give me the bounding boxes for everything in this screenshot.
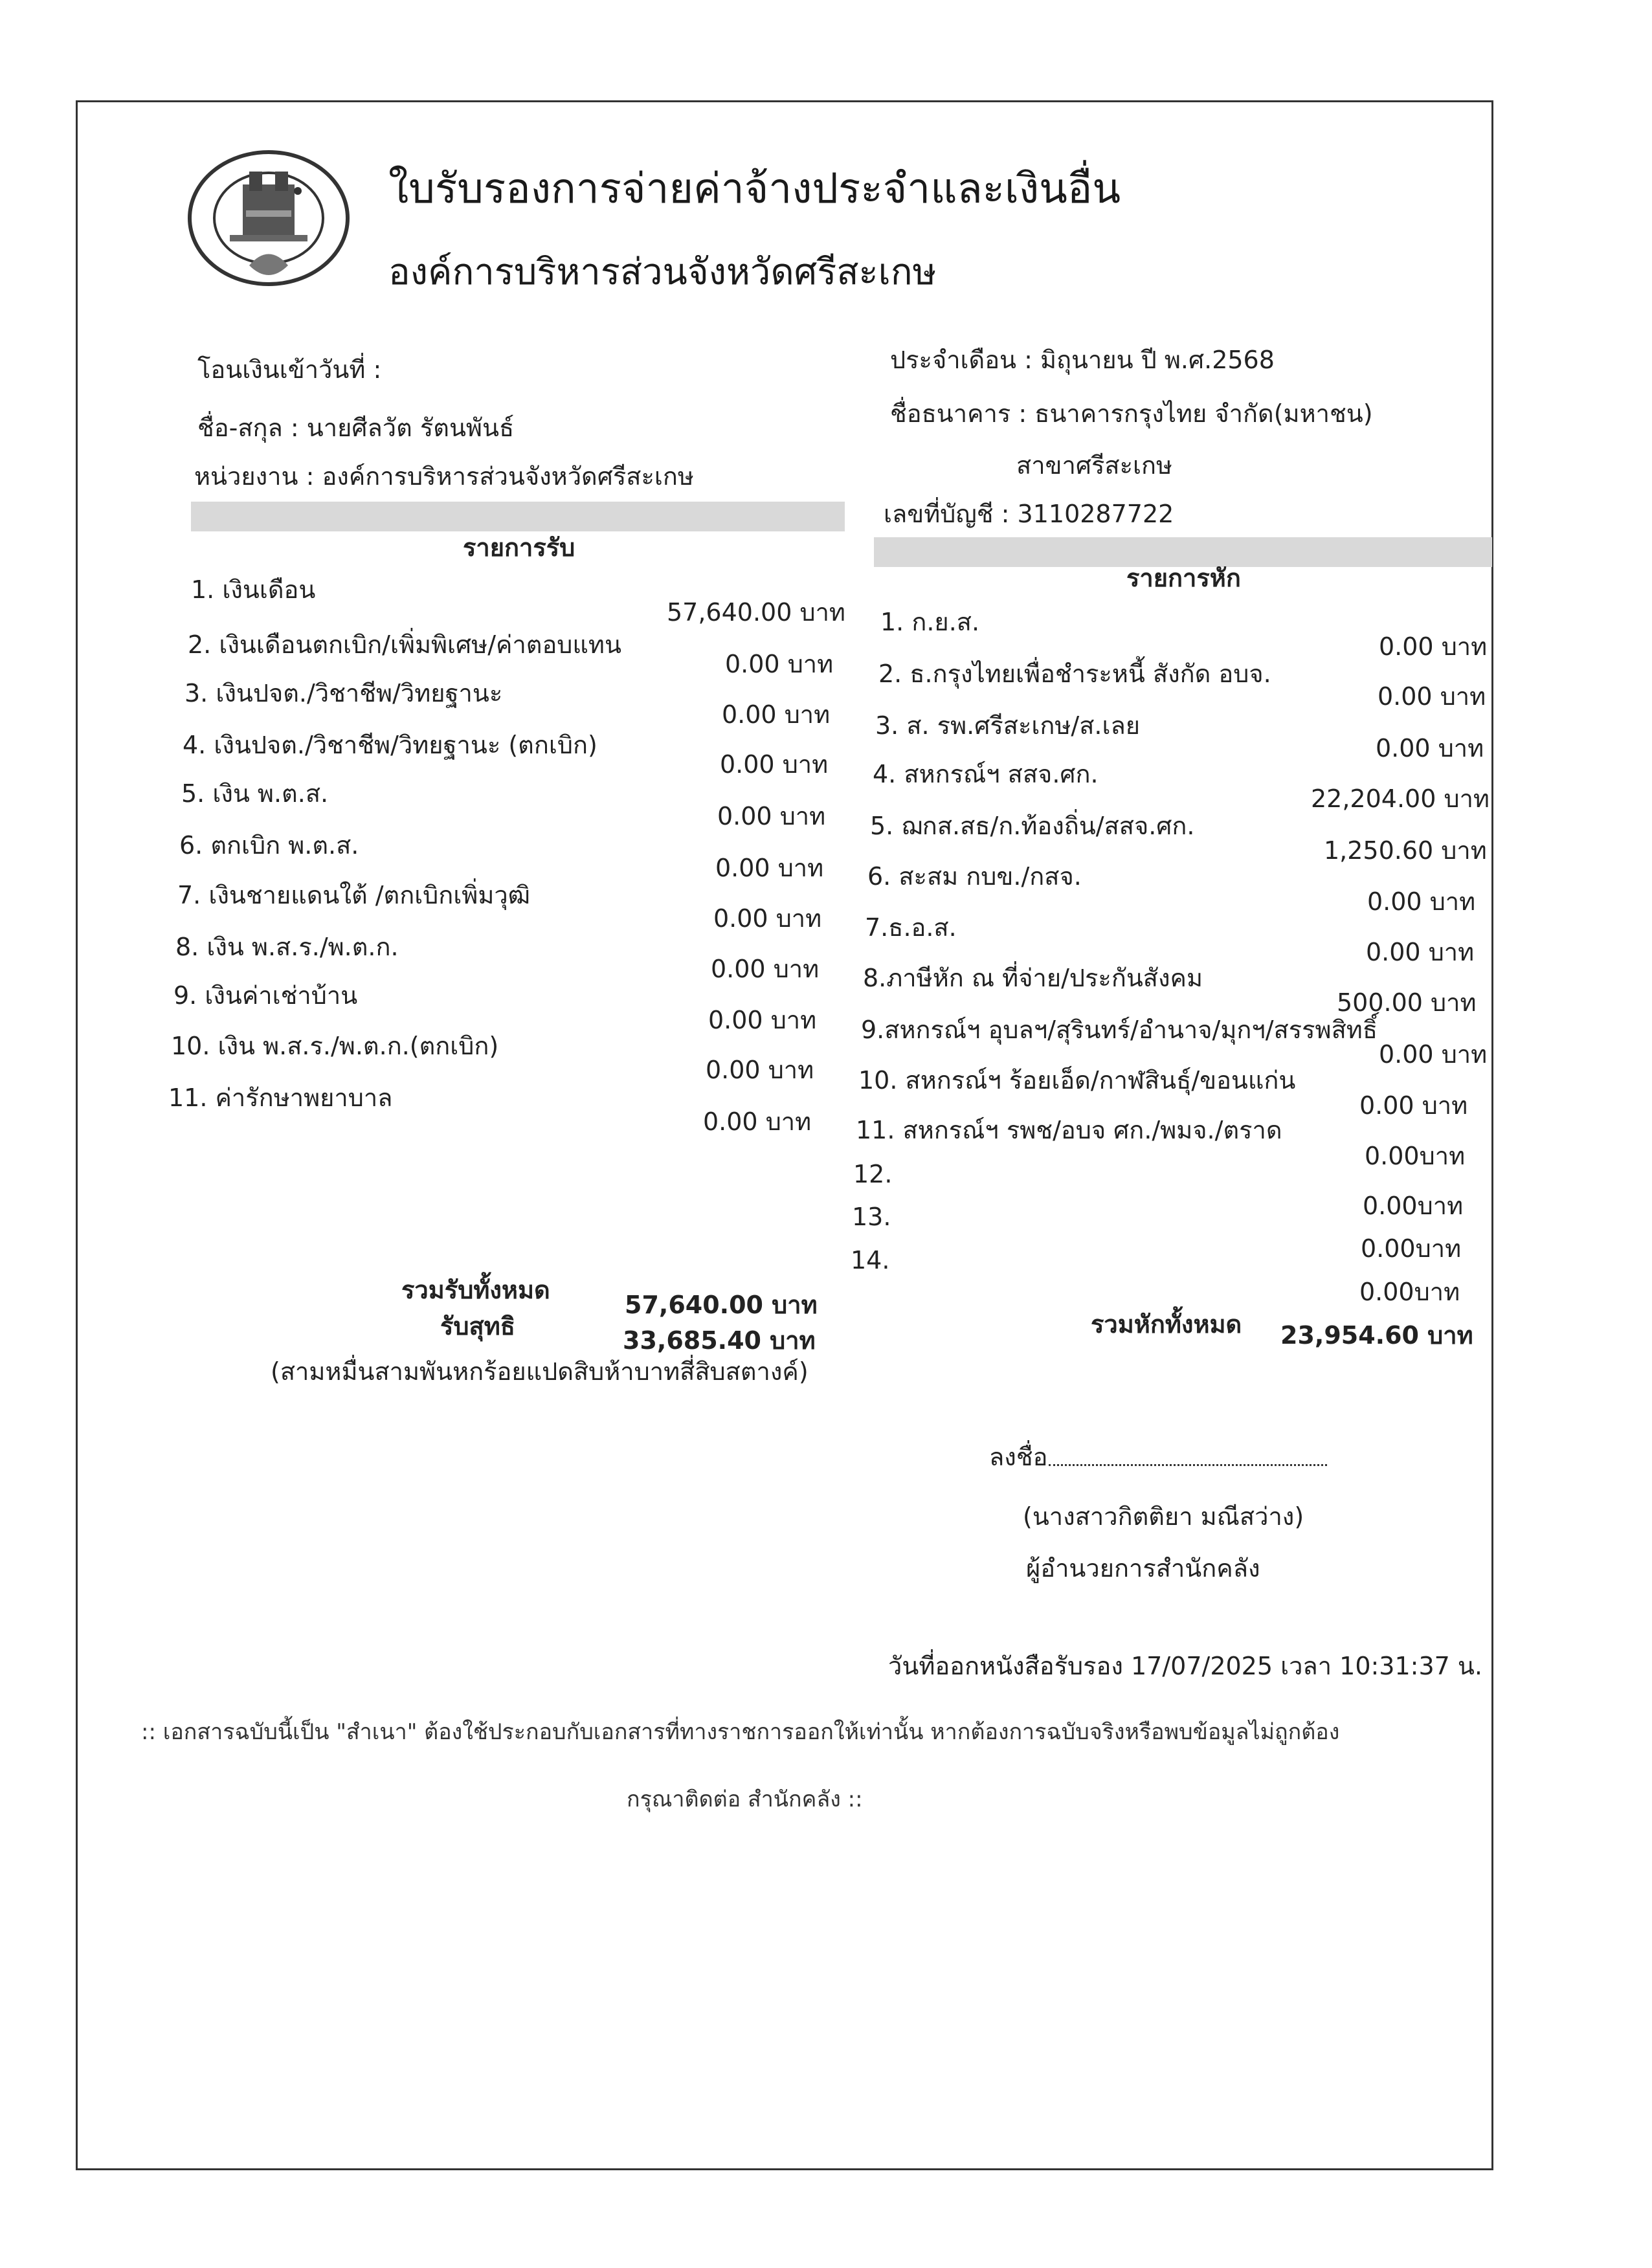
deduction-item-amount: 1,250.60 บาท — [1324, 836, 1487, 865]
income-item-label: 11. ค่ารักษาพยาบาล — [168, 1084, 393, 1112]
deduction-total-label: รวมหักทั้งหมด — [1091, 1310, 1242, 1339]
deduction-item-amount: 500.00 บาท — [1337, 988, 1477, 1017]
net-income-value: 33,685.40 บาท — [623, 1326, 816, 1355]
deduction-item-label: 2. ธ.กรุงไทยเพื่อชำระหนี้ สังกัด อบจ. — [878, 660, 1271, 688]
income-item-amount: 57,640.00 บาท — [667, 598, 845, 627]
deduction-item-amount: 0.00 บาท — [1366, 938, 1475, 966]
account-number: เลขที่บัญชี : 3110287722 — [884, 500, 1174, 528]
deduction-item-label: 7.ธ.อ.ส. — [865, 913, 957, 942]
income-item-label: 1. เงินเดือน — [191, 575, 316, 604]
income-item-amount: 0.00 บาท — [703, 1107, 812, 1136]
issue-date: วันที่ออกหนังสือรับรอง 17/07/2025 เวลา 10:31:37 น. — [888, 1652, 1482, 1680]
deduction-item-amount: 0.00 บาท — [1359, 1091, 1468, 1120]
income-heading: รายการรับ — [463, 533, 575, 562]
deduction-item-amount: 0.00บาท — [1363, 1192, 1464, 1220]
deduction-item-amount: 0.00 บาท — [1367, 887, 1476, 916]
deduction-item-label: 3. ส. รพ.ศรีสะเกษ/ส.เลย — [875, 711, 1141, 740]
signature-line — [1049, 1464, 1327, 1466]
income-item-amount: 0.00 บาท — [725, 650, 834, 678]
income-item-label: 6. ตกเบิก พ.ต.ส. — [179, 831, 359, 860]
transfer-date-label: โอนเงินเข้าวันที่ : — [197, 355, 382, 384]
income-item-amount: 0.00 บาท — [720, 750, 829, 779]
deduction-item-label: 10. สหกรณ์ฯ ร้อยเอ็ด/กาฬสินธุ์/ขอนแก่น — [858, 1066, 1296, 1095]
signature-label: ลงชื่อ — [989, 1443, 1048, 1471]
bank-branch: สาขาศรีสะเกษ — [1016, 451, 1173, 480]
footer-note-line2: กรุณาติดต่อ สำนักคลัง :: — [627, 1786, 863, 1812]
income-item-label: 8. เงิน พ.ส.ร./พ.ต.ก. — [175, 933, 399, 961]
income-item-amount: 0.00 บาท — [708, 1006, 817, 1034]
deduction-item-amount: 0.00 บาท — [1376, 734, 1484, 762]
signer-name: (นางสาวกิตติยา มณีสว่าง) — [1023, 1502, 1304, 1531]
income-total-label: รวมรับทั้งหมด — [401, 1276, 550, 1304]
income-item-label: 7. เงินชายแดนใต้ /ตกเบิกเพิ่มวุฒิ — [177, 881, 531, 909]
deduction-total-value: 23,954.60 บาท — [1280, 1321, 1473, 1350]
income-item-label: 5. เงิน พ.ต.ส. — [181, 779, 329, 808]
bank-name: ชื่อธนาคาร : ธนาคารกรุงไทย จำกัด(มหาชน) — [890, 399, 1373, 428]
employee-unit: หน่วยงาน : องค์การบริหารส่วนจังหวัดศรีสะเกษ — [194, 462, 694, 491]
deduction-item-amount: 22,204.00 บาท — [1311, 784, 1490, 813]
deduction-item-label: 4. สหกรณ์ฯ สสจ.ศก. — [873, 760, 1099, 788]
document-title: ใบรับรองการจ่ายค่าจ้างประจำและเงินอื่น — [388, 165, 1121, 213]
net-income-words: (สามหมื่นสามพันหกร้อยแปดสิบห้าบาทสี่สิบสตางค์) — [271, 1357, 809, 1386]
income-item-label: 3. เงินปจต./วิชาชีพ/วิทยฐานะ — [184, 679, 503, 707]
organization-name: องค์การบริหารส่วนจังหวัดศรีสะเกษ — [388, 251, 937, 293]
deduction-item-amount: 0.00 บาท — [1379, 1040, 1488, 1069]
income-item-amount: 0.00 บาท — [711, 955, 820, 983]
income-item-label: 2. เงินเดือนตกเบิก/เพิ่มพิเศษ/ค่าตอบแทน — [188, 630, 621, 659]
deduction-item-amount: 0.00 บาท — [1378, 682, 1486, 711]
footer-note-line1: :: เอกสารฉบับนี้เป็น "สำเนา" ต้องใช้ประกอบกับเอกสารที่ทางราชการออกให้เท่านั้น หากต้องการฉบับจริงหรือพบข้อมูลไม่ถูกต้อง — [141, 1719, 1340, 1745]
income-total-value: 57,640.00 บาท — [625, 1291, 818, 1319]
deduction-heading: รายการหัก — [1126, 564, 1241, 592]
deduction-item-label: 1. ก.ย.ส. — [880, 608, 980, 636]
employee-name: ชื่อ-สกุล : นายศีลวัต รัตนพันธ์ — [197, 414, 515, 442]
deduction-item-label: 11. สหกรณ์ฯ รพช/อบจ ศก./พมจ./ตราด — [856, 1116, 1282, 1144]
signer-position: ผู้อำนวยการสำนักคลัง — [1026, 1554, 1260, 1583]
pay-month: ประจำเดือน : มิถุนายน ปี พ.ศ.2568 — [890, 346, 1275, 374]
deduction-item-amount: 0.00บาท — [1361, 1234, 1462, 1263]
deduction-item-label: 12. — [853, 1160, 893, 1188]
deduction-item-label: 14. — [851, 1246, 890, 1274]
income-item-label: 4. เงินปจต./วิชาชีพ/วิทยฐานะ (ตกเบิก) — [183, 731, 597, 759]
deduction-item-label: 9.สหกรณ์ฯ อุบลฯ/สุรินทร์/อำนาจ/มุกฯ/สรรพสิทธิ์ — [861, 1016, 1378, 1044]
deduction-item-label: 5. ฌกส.สธ/ก.ท้องถิ่น/สสจ.ศก. — [870, 812, 1195, 840]
deduction-item-amount: 0.00 บาท — [1379, 632, 1488, 661]
income-item-label: 9. เงินค่าเช่าบ้าน — [173, 981, 358, 1010]
income-item-label: 10. เงิน พ.ส.ร./พ.ต.ก.(ตกเบิก) — [171, 1032, 499, 1060]
income-item-amount: 0.00 บาท — [722, 700, 831, 729]
organization-seal-logo — [184, 146, 353, 295]
deduction-item-amount: 0.00บาท — [1359, 1278, 1460, 1306]
income-item-amount: 0.00 บาท — [717, 802, 826, 830]
net-income-label: รับสุทธิ — [440, 1312, 515, 1340]
income-item-amount: 0.00 บาท — [706, 1056, 814, 1084]
deduction-item-label: 8.ภาษีหัก ณ ที่จ่าย/ประกันสังคม — [863, 964, 1203, 992]
deduction-item-amount: 0.00บาท — [1365, 1142, 1466, 1170]
income-item-amount: 0.00 บาท — [715, 854, 824, 882]
deduction-item-label: 6. สะสม กบข./กสจ. — [867, 862, 1082, 891]
deduction-item-label: 13. — [852, 1203, 891, 1231]
income-item-amount: 0.00 บาท — [713, 904, 822, 933]
